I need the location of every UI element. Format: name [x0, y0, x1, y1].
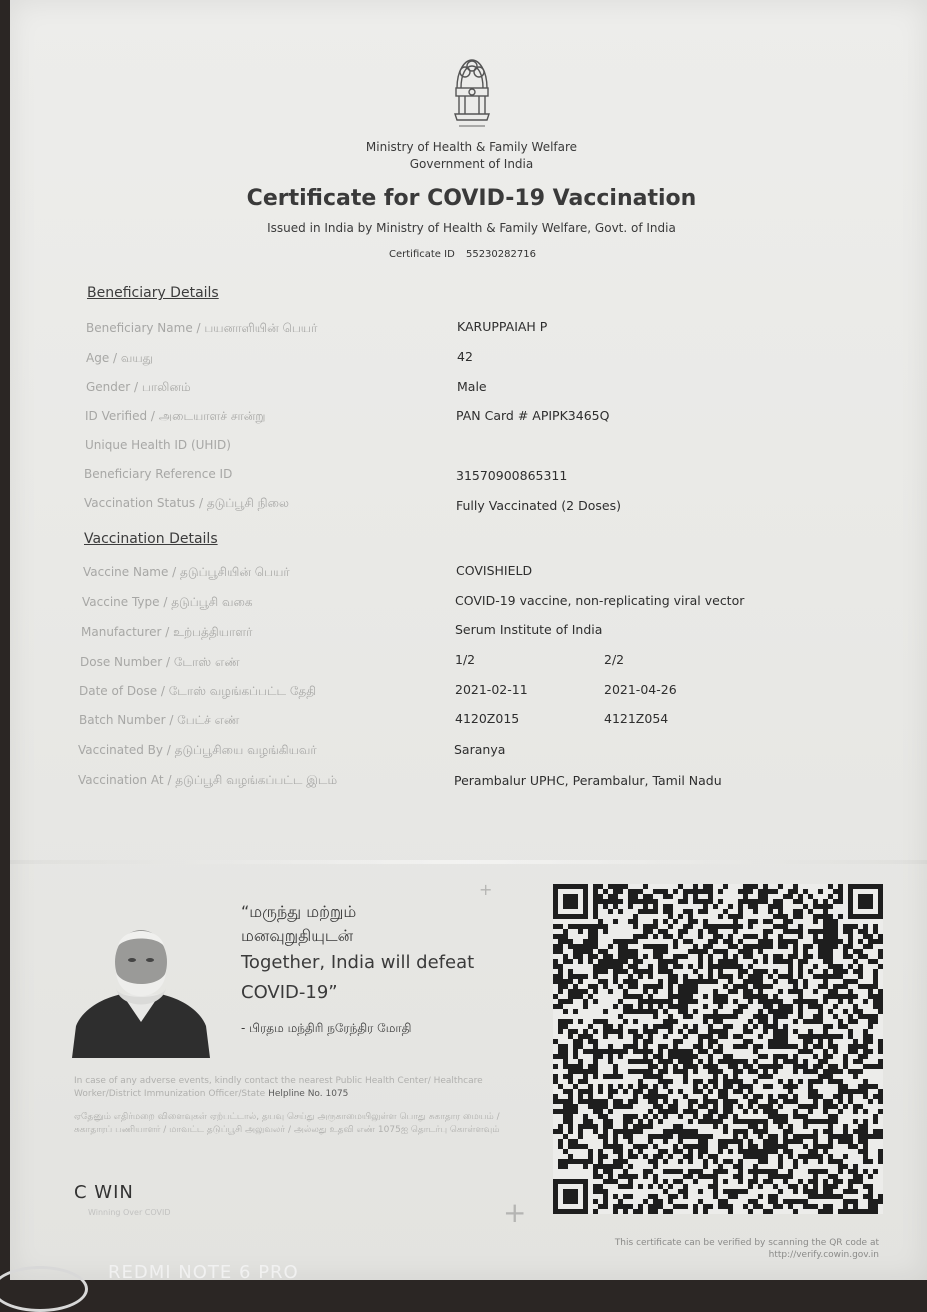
vaccination-details-heading: Vaccination Details	[84, 531, 218, 547]
certificate-title: Certificate for COVID-19 Vaccination	[246, 186, 697, 211]
batch-number-value-2: 4121Z054	[604, 711, 669, 726]
national-emblem-icon	[447, 54, 497, 134]
batch-number-value-1: 4120Z015	[455, 711, 520, 726]
beneficiary-reference-id-label: Beneficiary Reference ID	[84, 467, 233, 481]
vaccine-name-label: Vaccine Name / தடுப்பூசியின் பெயர்	[83, 565, 290, 579]
beneficiary-name-value: KARUPPAIAH P	[457, 319, 548, 334]
government-name: Government of India	[409, 157, 534, 171]
quote-tamil-line-1: “மருந்து மற்றும்	[241, 902, 357, 921]
age-label: Age / வயது	[86, 351, 154, 365]
certificate-id	[389, 249, 544, 260]
prime-minister-portrait	[72, 918, 210, 1058]
photo-watermark: REDMI NOTE 6 PRO	[108, 1262, 299, 1283]
adverse-events-text: In case of any adverse events, kindly contact the nearest Public Health Center/ Healthcare Worker/District Immunization Officer/State	[74, 1076, 483, 1099]
age-value: 42	[457, 349, 473, 364]
vaccine-type-label: Vaccine Type / தடுப்பூசி வகை	[82, 595, 253, 609]
batch-number-label: Batch Number / பேட்ச் எண்	[79, 713, 240, 727]
quote-english-line-1: Together, India will defeat	[241, 952, 475, 973]
vaccination-at-label: Vaccination At / தடுப்பூசி வழங்கப்பட்ட இடம்	[78, 773, 338, 787]
beneficiary-details-heading: Beneficiary Details	[87, 285, 219, 301]
quote-english-line-2: COVID-19”	[241, 982, 338, 1003]
vaccine-name-value: COVISHIELD	[456, 563, 533, 578]
camera-lens-glare	[0, 1266, 88, 1312]
paper-fold	[10, 860, 927, 864]
vaccine-type-value: COVID-19 vaccine, non-replicating viral vector	[455, 593, 745, 608]
verify-note: This certificate can be verified by scanning the QR code at	[614, 1238, 879, 1248]
date-of-dose-label: Date of Dose / டோஸ் வழங்கப்பட்ட தேதி	[79, 684, 317, 698]
crop-mark-icon: +	[479, 880, 493, 899]
verification-qr-code	[553, 884, 883, 1214]
dose-number-label: Dose Number / டோஸ் எண்	[80, 655, 240, 669]
quote-attribution: - பிரதம மந்திரி நரேந்திர மோதி	[241, 1021, 412, 1035]
verify-url: http://verify.cowin.gov.in	[768, 1250, 879, 1260]
gender-value: Male	[457, 379, 487, 394]
certificate-id-value: 55230282716	[465, 249, 536, 260]
dose-number-value-2: 2/2	[604, 652, 625, 667]
dose-number-value-1: 1/2	[455, 652, 476, 667]
cowin-tagline: Winning Over COVID	[88, 1208, 171, 1217]
manufacturer-label: Manufacturer / உற்பத்தியாளர்	[81, 625, 253, 639]
gender-label: Gender / பாலினம்	[86, 380, 191, 394]
id-verified-value: PAN Card # APIPK3465Q	[456, 408, 610, 423]
vaccinated-by-label: Vaccinated By / தடுப்பூசியை வழங்கியவர்	[78, 743, 317, 757]
vaccinated-by-value: Saranya	[454, 742, 506, 757]
beneficiary-name-label: Beneficiary Name / பயனாளியின் பெயர்	[86, 321, 318, 335]
ministry-name: Ministry of Health & Family Welfare	[365, 140, 578, 154]
vaccination-at-value: Perambalur UPHC, Perambalur, Tamil Nadu	[454, 773, 722, 788]
beneficiary-reference-id-value: 31570900865311	[456, 468, 568, 483]
certificate-id-label: Certificate ID	[389, 249, 455, 260]
issued-by: Issued in India by Ministry of Health & Family Welfare, Govt. of India	[267, 221, 676, 235]
vaccination-status-value: Fully Vaccinated (2 Doses)	[456, 498, 621, 513]
helpline-number: Helpline No. 1075	[268, 1089, 349, 1099]
adverse-events-tamil: ஏதேனும் எதிர்மறை விளைவுகள் ஏற்பட்டால், தயவு செய்து அருகாமையிலுள்ள பொது சுகாதார மையம் / சுகாதாரப் பணியாளர் / மாவட்ட தடுப்பூசி அலுவலர் / அல்லது உதவி எண் 1075ஐ தொடர்பு கொள்ளவும்	[74, 1112, 500, 1135]
uhid-label: Unique Health ID (UHID)	[85, 438, 231, 452]
vaccination-status-label: Vaccination Status / தடுப்பூசி நிலை	[84, 496, 289, 510]
date-of-dose-value-1: 2021-02-11	[455, 682, 528, 697]
adverse-events-english	[74, 1075, 514, 1101]
manufacturer-value: Serum Institute of India	[455, 622, 603, 637]
quote-tamil-line-2: மனவுறுதியுடன்	[241, 926, 354, 945]
date-of-dose-value-2: 2021-04-26	[604, 682, 677, 697]
crop-mark-icon: +	[503, 1196, 527, 1229]
id-verified-label: ID Verified / அடையாளச் சான்று	[85, 409, 266, 423]
cowin-logo: C WIN	[74, 1182, 134, 1203]
